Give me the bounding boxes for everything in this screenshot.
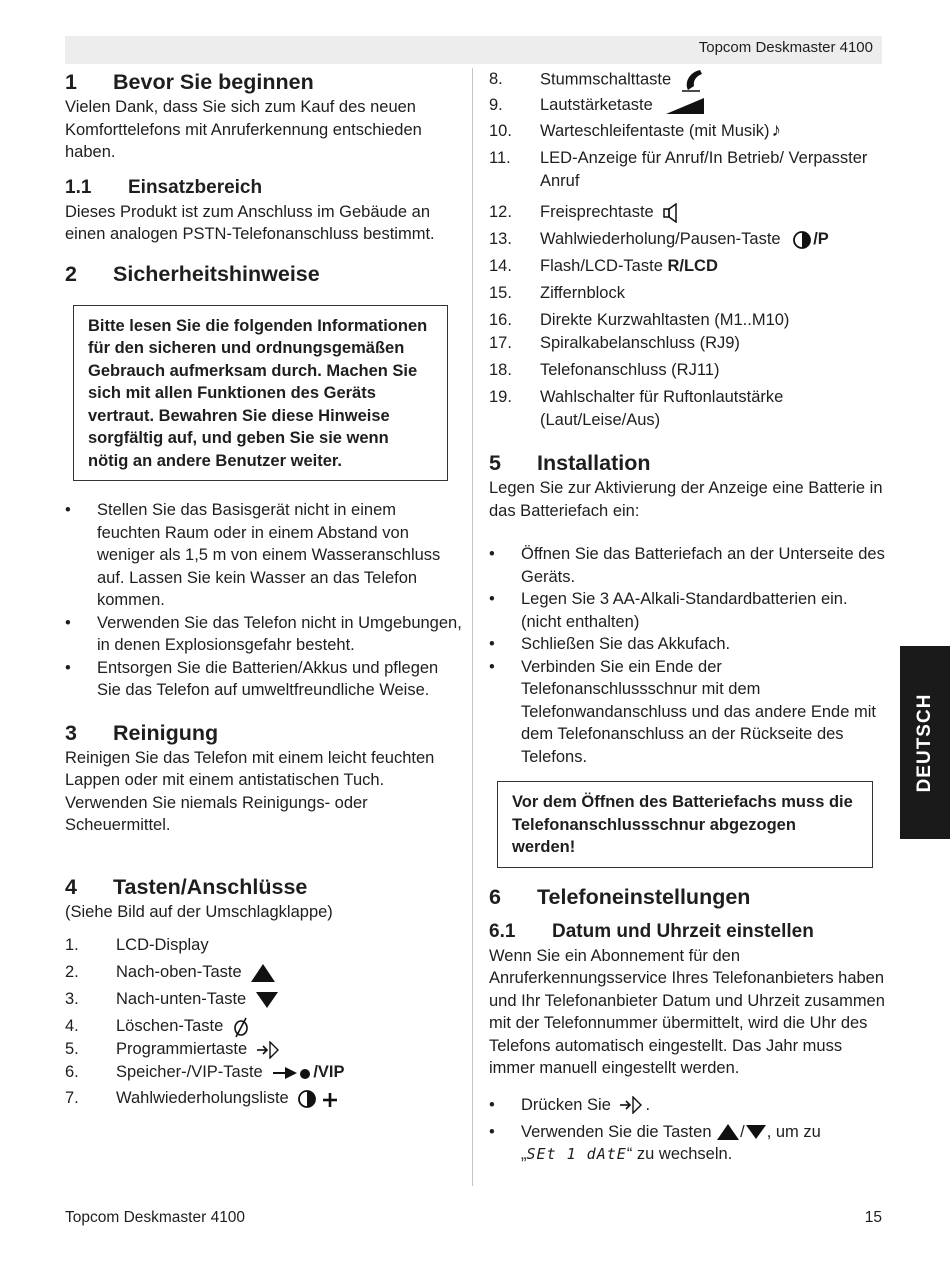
footer-title: Topcom Deskmaster 4100 [65, 1209, 246, 1226]
header-title: Topcom Deskmaster 4100 [698, 39, 873, 56]
section-number: 3 [65, 720, 77, 745]
section-1-1-text: Dieses Produkt ist zum Anschluss im Gebäude an einen analogen PSTN-Telefonanschluss bestimmt. [65, 202, 435, 243]
list-item: 18. Telefonanschluss (RJ11) [489, 361, 720, 379]
section-1-text: Vielen Dank, dass Sie sich zum Kauf des neuen Komforttelefons mit Anruferkennung entschieden haben. [65, 98, 422, 161]
list-item: 16. Direkte Kurzwahltasten (M1..M10) [489, 311, 790, 329]
list-item: • Drücken Sie . [489, 1095, 651, 1114]
up-arrow-icon [716, 1123, 740, 1141]
column-divider [472, 68, 473, 1186]
section-5-text: Legen Sie zur Aktivierung der Anzeige eine Batterie in das Batteriefach ein: [489, 479, 883, 520]
section-number: 6 [489, 884, 501, 909]
list-item: 3. Nach-unten-Taste [65, 988, 463, 1015]
date-time-bullet-list [489, 1094, 889, 1166]
program-key-icon [617, 1096, 645, 1114]
list-item: 9. Lautstärketaste [489, 94, 889, 120]
section-number: 6.1 [489, 920, 516, 942]
redial-pause-icon [791, 230, 813, 250]
list-item: 19. Wahlschalter für Ruftonlautstärke (Laut/Leise/Aus) [489, 388, 784, 429]
list-item: • Verwenden Sie das Telefon nicht in Umgebungen, in denen Explosionsgefahr besteht. [65, 613, 462, 654]
section-6-1-text: Wenn Sie ein Abonnement für den Anruferkennungsservice Ihres Telefonanbieters haben und Ihr Telefonanbieter Datum und Uhrzeit zusammen mit der Telefonnummer übermittelt, wird die Uhr des Telefons automatisch eingestellt. Das Jahr muss immer manuell eingestellt werden. [489, 946, 885, 1077]
up-arrow-icon [250, 963, 276, 983]
section-3-heading [65, 719, 463, 747]
section-number: 2 [65, 261, 77, 286]
list-item: 5. Programmiertaste [65, 1038, 463, 1061]
section-2-heading [65, 260, 463, 288]
redial-list-icon [297, 1089, 339, 1109]
delete-empty-set-icon [231, 1016, 251, 1038]
down-arrow-icon [255, 991, 279, 1009]
list-item: • Schließen Sie das Akkufach. [489, 635, 731, 653]
section-4-heading [65, 873, 463, 901]
list-item: • Legen Sie 3 AA-Alkali-Standardbatterien ein. (nicht enthalten) [489, 590, 848, 631]
list-item: • Öffnen Sie das Batteriefach an der Unterseite des Geräts. [489, 545, 885, 586]
section-6-heading [489, 883, 889, 911]
list-item: 12. Freisprechtaste [489, 201, 889, 228]
program-key-icon [256, 1041, 280, 1059]
section-3-text: Reinigen Sie das Telefon mit einem leicht feuchten Lappen oder mit einem antistatischen Tuch. Verwenden Sie niemals Reinigungs- oder Scheuermittel. [65, 748, 435, 834]
section-title: Telefoneinstellungen [537, 884, 751, 909]
memory-vip-icon [273, 1065, 313, 1081]
section-title: Bevor Sie beginnen [113, 70, 314, 94]
keys-list-right [489, 68, 889, 432]
lcd-text: SEt 1 dAtE [526, 1145, 627, 1163]
section-1-heading [65, 68, 463, 96]
section-1-1-heading [65, 175, 463, 201]
list-item: 2. Nach-oben-Taste [65, 961, 463, 988]
section-number: 5 [489, 451, 501, 475]
list-item: 4. Löschen-Taste [65, 1015, 463, 1038]
header-band [65, 36, 882, 64]
installation-bullet-list [489, 543, 889, 768]
language-tab: DEUTSCH [900, 646, 950, 839]
music-note-icon: ♪ [771, 120, 782, 141]
mute-handset-icon [680, 68, 708, 92]
list-item: 7. Wahlwiederholungsliste [65, 1087, 463, 1114]
list-item: 13. Wahlwiederholung/Pausen-Taste /P [489, 230, 829, 248]
section-title: Reinigung [113, 720, 219, 745]
list-item: 17. Spiralkabelanschluss (RJ9) [489, 334, 740, 352]
right-column [489, 68, 889, 1166]
section-title: Datum und Uhrzeit einstellen [552, 920, 814, 942]
section-4-subtitle: (Siehe Bild auf der Umschlagklappe) [65, 902, 333, 921]
speaker-icon [662, 203, 680, 223]
section-number: 1.1 [65, 176, 92, 198]
list-item: • Verwenden Sie die Tasten / , um zu „SEt 1 dAtE“ zu wechseln. [489, 1122, 821, 1163]
safety-warning-box: Bitte lesen Sie die folgenden Informationen für den sicheren und ordnungsgemäßen Gebrauch aufmerksam durch. Machen Sie sich mit allen Funktionen des Geräts vertraut. Bewahren Sie diese Hinweise sorgfältig auf, und geben Sie sie wenn nötig an andere Benutzer weiter. [73, 305, 448, 482]
section-title: Tasten/Anschlüsse [113, 874, 308, 899]
section-number: 1 [65, 70, 77, 94]
list-item: • Stellen Sie das Basisgerät nicht in einem feuchten Raum oder in einem Abstand von weniger als 1,5 m von einem Wasseranschluss auf. Lassen Sie kein Wasser an das Telefon kommen. [65, 501, 441, 609]
list-item: 14. Flash/LCD-Taste R/LCD [489, 257, 718, 275]
list-item: 10. Warteschleifentaste (mit Musik) ♪ [489, 120, 782, 141]
list-item: 11. LED-Anzeige für Anruf/In Betrieb/ Verpasster Anruf [489, 149, 868, 190]
section-title: Installation [537, 451, 651, 475]
safety-bullet-list [65, 499, 463, 702]
section-number: 4 [65, 874, 77, 899]
section-6-1-heading [489, 919, 889, 945]
section-title: Sicherheitshinweise [113, 261, 320, 286]
keys-list-left [65, 934, 463, 1114]
list-item: 6. Speicher-/VIP-Taste /VIP [65, 1063, 345, 1081]
page-number: 15 [864, 1209, 882, 1226]
volume-wedge-icon [665, 97, 705, 115]
battery-warning-box: Vor dem Öffnen des Batteriefachs muss die Telefonanschlussschnur abgezogen werden! [497, 781, 873, 868]
section-5-heading [489, 449, 889, 477]
down-arrow-icon [745, 1124, 767, 1140]
list-item: 1. LCD-Display [65, 936, 209, 954]
list-item: 15. Ziffernblock [489, 284, 625, 302]
list-item: 8. Stummschalttaste [489, 68, 889, 94]
left-column [65, 68, 463, 1114]
list-item: • Entsorgen Sie die Batterien/Akkus und pflegen Sie das Telefon auf umweltfreundliche Weise. [65, 658, 439, 699]
section-title: Einsatzbereich [128, 176, 263, 198]
list-item: • Verbinden Sie ein Ende der Telefonanschlussschnur mit dem Telefonwandanschluss und das andere Ende mit dem Telefonanschluss an der Rückseite des Telefons. [489, 657, 876, 766]
